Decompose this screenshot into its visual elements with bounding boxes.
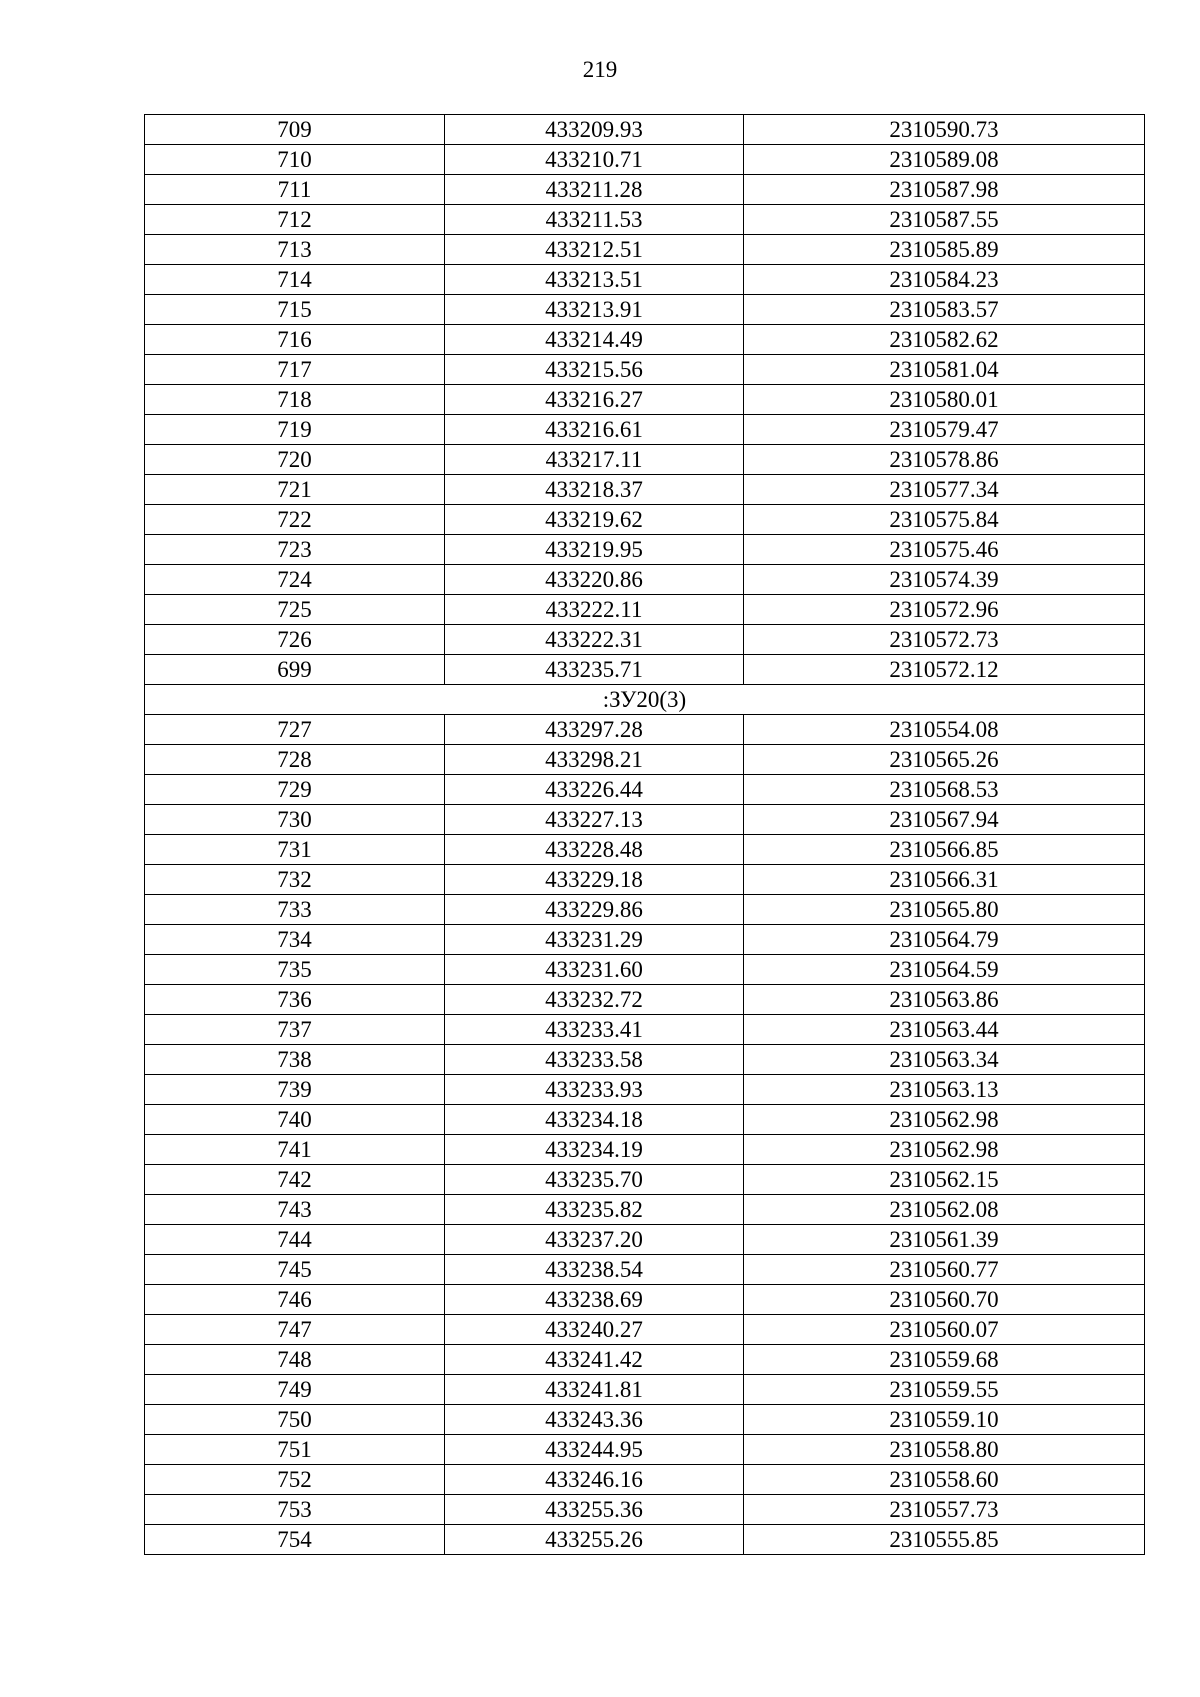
y-coordinate-cell: 2310565.80	[744, 895, 1145, 925]
point-number-cell: 718	[145, 385, 445, 415]
y-coordinate-cell: 2310561.39	[744, 1225, 1145, 1255]
table-row	[145, 175, 1145, 205]
table-row	[145, 325, 1145, 355]
x-coordinate-cell: 433219.62	[445, 505, 744, 535]
y-coordinate-cell: 2310587.98	[744, 175, 1145, 205]
y-coordinate-cell: 2310572.12	[744, 655, 1145, 685]
table-row	[145, 445, 1145, 475]
y-coordinate-cell: 2310563.86	[744, 985, 1145, 1015]
x-coordinate-cell: 433238.54	[445, 1255, 744, 1285]
table-row	[145, 835, 1145, 865]
table-row	[145, 1405, 1145, 1435]
point-number-cell: 714	[145, 265, 445, 295]
x-coordinate-cell: 433227.13	[445, 805, 744, 835]
point-number-cell: 722	[145, 505, 445, 535]
y-coordinate-cell: 2310572.96	[744, 595, 1145, 625]
y-coordinate-cell: 2310566.85	[744, 835, 1145, 865]
point-number-cell: 748	[145, 1345, 445, 1375]
point-number-cell: 726	[145, 625, 445, 655]
x-coordinate-cell: 433212.51	[445, 235, 744, 265]
y-coordinate-cell: 2310559.55	[744, 1375, 1145, 1405]
point-number-cell: 736	[145, 985, 445, 1015]
table-row	[145, 1255, 1145, 1285]
y-coordinate-cell: 2310564.59	[744, 955, 1145, 985]
x-coordinate-cell: 433211.28	[445, 175, 744, 205]
x-coordinate-cell: 433297.28	[445, 715, 744, 745]
x-coordinate-cell: 433226.44	[445, 775, 744, 805]
table-row	[145, 595, 1145, 625]
x-coordinate-cell: 433241.81	[445, 1375, 744, 1405]
table-row	[145, 805, 1145, 835]
x-coordinate-cell: 433233.41	[445, 1015, 744, 1045]
table-row	[145, 1525, 1145, 1555]
y-coordinate-cell: 2310562.98	[744, 1105, 1145, 1135]
page-number: 219	[582, 57, 618, 82]
table-row	[145, 775, 1145, 805]
x-coordinate-cell: 433214.49	[445, 325, 744, 355]
table-row	[145, 535, 1145, 565]
table-row	[145, 1315, 1145, 1345]
section-heading: :ЗУ20(3)	[145, 685, 1145, 715]
x-coordinate-cell: 433218.37	[445, 475, 744, 505]
point-number-cell: 741	[145, 1135, 445, 1165]
x-coordinate-cell: 433235.71	[445, 655, 744, 685]
y-coordinate-cell: 2310572.73	[744, 625, 1145, 655]
point-number-cell: 699	[145, 655, 445, 685]
x-coordinate-cell: 433234.19	[445, 1135, 744, 1165]
point-number-cell: 729	[145, 775, 445, 805]
x-coordinate-cell: 433229.18	[445, 865, 744, 895]
point-number-cell: 744	[145, 1225, 445, 1255]
point-number-cell: 710	[145, 145, 445, 175]
table-row	[145, 1465, 1145, 1495]
y-coordinate-cell: 2310559.68	[744, 1345, 1145, 1375]
table-row	[145, 355, 1145, 385]
point-number-cell: 754	[145, 1525, 445, 1555]
x-coordinate-cell: 433234.18	[445, 1105, 744, 1135]
y-coordinate-cell: 2310587.55	[744, 205, 1145, 235]
x-coordinate-cell: 433298.21	[445, 745, 744, 775]
x-coordinate-cell: 433235.82	[445, 1195, 744, 1225]
x-coordinate-cell: 433232.72	[445, 985, 744, 1015]
point-number-cell: 747	[145, 1315, 445, 1345]
x-coordinate-cell: 433243.36	[445, 1405, 744, 1435]
table-row	[145, 1075, 1145, 1105]
point-number-cell: 752	[145, 1465, 445, 1495]
point-number-cell: 732	[145, 865, 445, 895]
section-heading-row	[145, 685, 1145, 715]
table-row	[145, 565, 1145, 595]
point-number-cell: 742	[145, 1165, 445, 1195]
x-coordinate-cell: 433217.11	[445, 445, 744, 475]
y-coordinate-cell: 2310581.04	[744, 355, 1145, 385]
point-number-cell: 735	[145, 955, 445, 985]
table-row	[145, 1195, 1145, 1225]
table-row	[145, 205, 1145, 235]
y-coordinate-cell: 2310566.31	[744, 865, 1145, 895]
table-row	[145, 655, 1145, 685]
x-coordinate-cell: 433213.91	[445, 295, 744, 325]
x-coordinate-cell: 433216.27	[445, 385, 744, 415]
table-row	[145, 745, 1145, 775]
table-row	[145, 865, 1145, 895]
x-coordinate-cell: 433233.58	[445, 1045, 744, 1075]
x-coordinate-cell: 433255.36	[445, 1495, 744, 1525]
point-number-cell: 749	[145, 1375, 445, 1405]
x-coordinate-cell: 433237.20	[445, 1225, 744, 1255]
x-coordinate-cell: 433222.31	[445, 625, 744, 655]
x-coordinate-cell: 433219.95	[445, 535, 744, 565]
y-coordinate-cell: 2310575.46	[744, 535, 1145, 565]
y-coordinate-cell: 2310567.94	[744, 805, 1145, 835]
y-coordinate-cell: 2310557.73	[744, 1495, 1145, 1525]
x-coordinate-cell: 433220.86	[445, 565, 744, 595]
point-number-cell: 734	[145, 925, 445, 955]
y-coordinate-cell: 2310559.10	[744, 1405, 1145, 1435]
point-number-cell: 727	[145, 715, 445, 745]
point-number-cell: 751	[145, 1435, 445, 1465]
point-number-cell: 712	[145, 205, 445, 235]
y-coordinate-cell: 2310563.44	[744, 1015, 1145, 1045]
y-coordinate-cell: 2310562.08	[744, 1195, 1145, 1225]
table-row	[145, 385, 1145, 415]
point-number-cell: 739	[145, 1075, 445, 1105]
point-number-cell: 723	[145, 535, 445, 565]
table-row	[145, 415, 1145, 445]
table-row	[145, 1015, 1145, 1045]
point-number-cell: 720	[145, 445, 445, 475]
point-number-cell: 731	[145, 835, 445, 865]
x-coordinate-cell: 433238.69	[445, 1285, 744, 1315]
y-coordinate-cell: 2310575.84	[744, 505, 1145, 535]
point-number-cell: 715	[145, 295, 445, 325]
y-coordinate-cell: 2310585.89	[744, 235, 1145, 265]
x-coordinate-cell: 433235.70	[445, 1165, 744, 1195]
table-row	[145, 715, 1145, 745]
table-row	[145, 235, 1145, 265]
x-coordinate-cell: 433255.26	[445, 1525, 744, 1555]
coordinates-table-body	[145, 115, 1145, 1555]
table-row	[145, 1375, 1145, 1405]
point-number-cell: 721	[145, 475, 445, 505]
table-row	[145, 505, 1145, 535]
table-row	[145, 1135, 1145, 1165]
y-coordinate-cell: 2310579.47	[744, 415, 1145, 445]
x-coordinate-cell: 433231.29	[445, 925, 744, 955]
y-coordinate-cell: 2310562.98	[744, 1135, 1145, 1165]
x-coordinate-cell: 433229.86	[445, 895, 744, 925]
point-number-cell: 743	[145, 1195, 445, 1225]
table-row	[145, 1225, 1145, 1255]
x-coordinate-cell: 433213.51	[445, 265, 744, 295]
table-row	[145, 1495, 1145, 1525]
y-coordinate-cell: 2310554.08	[744, 715, 1145, 745]
y-coordinate-cell: 2310582.62	[744, 325, 1145, 355]
point-number-cell: 745	[145, 1255, 445, 1285]
y-coordinate-cell: 2310560.70	[744, 1285, 1145, 1315]
table-row	[145, 625, 1145, 655]
x-coordinate-cell: 433216.61	[445, 415, 744, 445]
table-row	[145, 1105, 1145, 1135]
y-coordinate-cell: 2310583.57	[744, 295, 1145, 325]
point-number-cell: 730	[145, 805, 445, 835]
point-number-cell: 725	[145, 595, 445, 625]
y-coordinate-cell: 2310560.77	[744, 1255, 1145, 1285]
table-row	[145, 295, 1145, 325]
point-number-cell: 753	[145, 1495, 445, 1525]
x-coordinate-cell: 433211.53	[445, 205, 744, 235]
x-coordinate-cell: 433246.16	[445, 1465, 744, 1495]
point-number-cell: 733	[145, 895, 445, 925]
table-row	[145, 925, 1145, 955]
table-row	[145, 1435, 1145, 1465]
table-row	[145, 115, 1145, 145]
y-coordinate-cell: 2310577.34	[744, 475, 1145, 505]
y-coordinate-cell: 2310564.79	[744, 925, 1145, 955]
y-coordinate-cell: 2310584.23	[744, 265, 1145, 295]
table-row	[145, 985, 1145, 1015]
point-number-cell: 713	[145, 235, 445, 265]
x-coordinate-cell: 433240.27	[445, 1315, 744, 1345]
y-coordinate-cell: 2310560.07	[744, 1315, 1145, 1345]
table-row	[145, 475, 1145, 505]
x-coordinate-cell: 433231.60	[445, 955, 744, 985]
table-row	[145, 145, 1145, 175]
point-number-cell: 716	[145, 325, 445, 355]
point-number-cell: 717	[145, 355, 445, 385]
point-number-cell: 724	[145, 565, 445, 595]
y-coordinate-cell: 2310558.60	[744, 1465, 1145, 1495]
x-coordinate-cell: 433233.93	[445, 1075, 744, 1105]
x-coordinate-cell: 433222.11	[445, 595, 744, 625]
table-row	[145, 1165, 1145, 1195]
x-coordinate-cell: 433215.56	[445, 355, 744, 385]
y-coordinate-cell: 2310558.80	[744, 1435, 1145, 1465]
point-number-cell: 738	[145, 1045, 445, 1075]
point-number-cell: 740	[145, 1105, 445, 1135]
y-coordinate-cell: 2310563.13	[744, 1075, 1145, 1105]
y-coordinate-cell: 2310574.39	[744, 565, 1145, 595]
y-coordinate-cell: 2310565.26	[744, 745, 1145, 775]
y-coordinate-cell: 2310555.85	[744, 1525, 1145, 1555]
point-number-cell: 719	[145, 415, 445, 445]
point-number-cell: 728	[145, 745, 445, 775]
table-row	[145, 1345, 1145, 1375]
table-row	[145, 1285, 1145, 1315]
y-coordinate-cell: 2310563.34	[744, 1045, 1145, 1075]
x-coordinate-cell: 433228.48	[445, 835, 744, 865]
point-number-cell: 737	[145, 1015, 445, 1045]
y-coordinate-cell: 2310589.08	[744, 145, 1145, 175]
x-coordinate-cell: 433244.95	[445, 1435, 744, 1465]
x-coordinate-cell: 433241.42	[445, 1345, 744, 1375]
table-row	[145, 265, 1145, 295]
table-row	[145, 955, 1145, 985]
coordinates-table	[144, 114, 1145, 1555]
point-number-cell: 746	[145, 1285, 445, 1315]
y-coordinate-cell: 2310580.01	[744, 385, 1145, 415]
point-number-cell: 709	[145, 115, 445, 145]
point-number-cell: 750	[145, 1405, 445, 1435]
y-coordinate-cell: 2310590.73	[744, 115, 1145, 145]
y-coordinate-cell: 2310568.53	[744, 775, 1145, 805]
table-row	[145, 895, 1145, 925]
x-coordinate-cell: 433209.93	[445, 115, 744, 145]
y-coordinate-cell: 2310578.86	[744, 445, 1145, 475]
x-coordinate-cell: 433210.71	[445, 145, 744, 175]
table-row	[145, 1045, 1145, 1075]
y-coordinate-cell: 2310562.15	[744, 1165, 1145, 1195]
point-number-cell: 711	[145, 175, 445, 205]
